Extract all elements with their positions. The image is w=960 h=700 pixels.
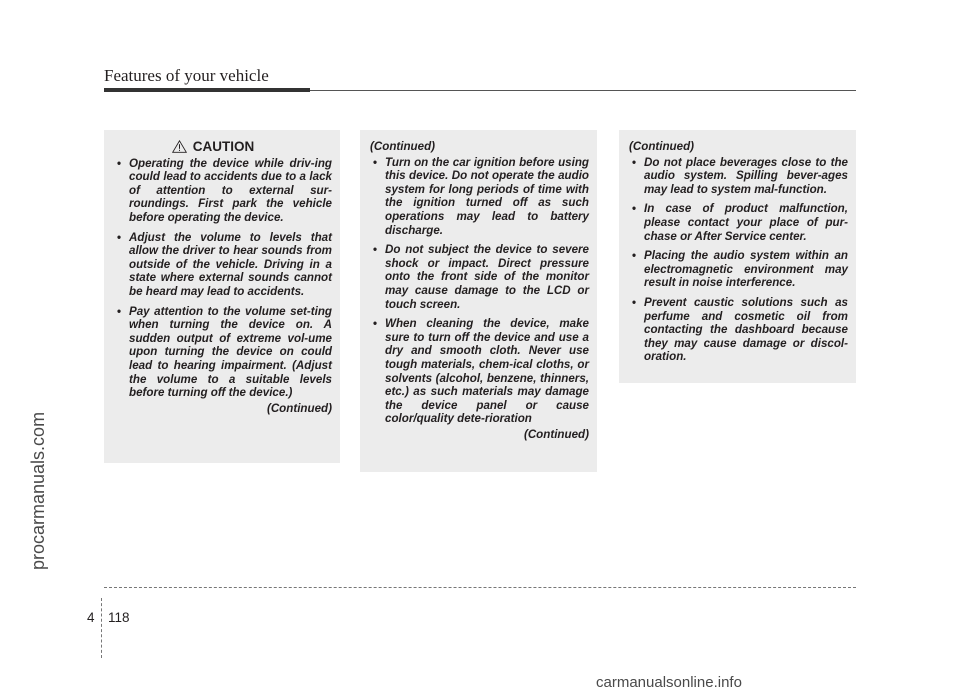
continued-label: (Continued) xyxy=(629,140,695,153)
caution-item: • Placing the audio system within an electromagnetic environment may result in noise interference. xyxy=(629,249,848,290)
caution-panel-continued xyxy=(360,130,597,472)
caution-item: • Adjust the volume to levels that allow the driver to hear sounds from outside of the vehicle. Driving in a state where external sounds cannot be heard may lead to accidents. xyxy=(114,231,332,299)
caution-item: • When cleaning the device, make sure to turn off the device and use a dry and smooth cloth. Never use tough materials, chem-ical cloths, or solvents (alcohol, benzene, thinners, etc.) as such materials may damage the device panel or cause color/quality dete-rioration xyxy=(370,317,589,426)
continued-label: (Continued) xyxy=(266,401,332,415)
bottom-watermark: carmanualsonline.info xyxy=(596,674,742,691)
footer-divider xyxy=(101,598,102,658)
caution-heading xyxy=(94,140,332,154)
page-header-title: Features of your vehicle xyxy=(104,66,269,85)
caution-item: • Turn on the car ignition before using this device. Do not operate the audio system for long periods of time with the ignition turned off as such operations may lead to battery discharge. xyxy=(370,156,589,238)
caution-panel xyxy=(104,130,340,463)
header-rule-thick xyxy=(104,88,310,92)
warning-triangle-icon xyxy=(172,140,187,153)
continued-label: (Continued) xyxy=(370,140,436,153)
caution-list xyxy=(629,156,848,364)
caution-item: • Do not subject the device to severe shock or impact. Direct pressure onto the front side of the monitor may cause damage to the LCD or touch screen. xyxy=(370,243,589,311)
caution-item: • Do not place beverages close to the audio system. Spilling bever-ages may lead to system mal-function. xyxy=(629,156,848,197)
caution-item: • In case of product malfunction, please contact your place of pur-chase or After Service center. xyxy=(629,202,848,243)
page-number: 118 xyxy=(108,610,130,625)
caution-item: • Prevent caustic solutions such as perfume and cosmetic oil from contacting the dashboard because they may cause damage or discol-oration. xyxy=(629,296,848,364)
continued-label: (Continued) xyxy=(523,427,589,441)
caution-list xyxy=(114,157,332,400)
caution-panel-final xyxy=(619,130,856,383)
chapter-number: 4 xyxy=(87,610,95,625)
side-watermark: procarmanuals.com xyxy=(28,411,48,570)
footer-rule xyxy=(104,587,856,588)
caution-list xyxy=(370,156,589,426)
caution-label: CAUTION xyxy=(192,139,255,154)
header-rule-thin xyxy=(310,90,856,91)
caution-item: • Pay attention to the volume set-ting when turning the device on. A sudden output of extreme vol-ume upon turning the device on could lead to hearing impairment. (Adjust the volume to a suitable levels before turning off the device.) xyxy=(114,305,332,400)
caution-item: • Operating the device while driv-ing could lead to accidents due to a lack of attention to external sur-roundings. First park the vehicle before operating the device. xyxy=(114,157,332,225)
